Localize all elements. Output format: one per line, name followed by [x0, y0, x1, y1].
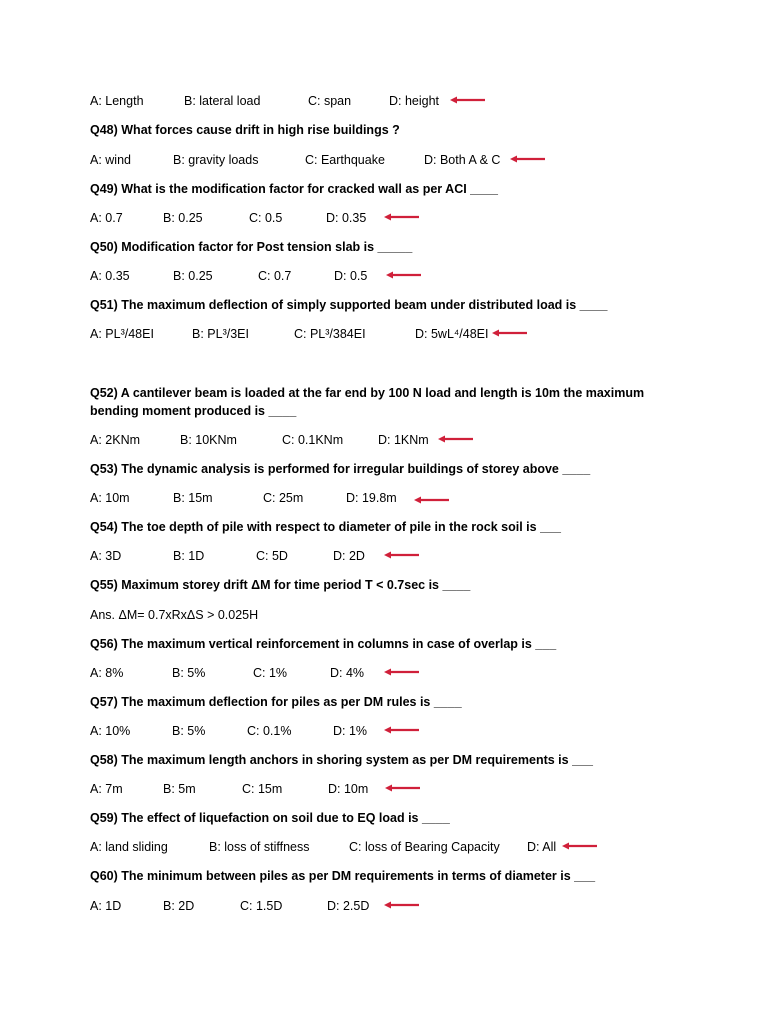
option-c: C: 5D	[256, 549, 288, 563]
option-d: D: 0.35	[326, 211, 367, 225]
option-d: D: All	[527, 840, 557, 854]
option-b: B: PL³/3EI	[192, 327, 249, 341]
option-d: D: 19.8m	[346, 491, 397, 505]
question-53: Q53) The dynamic analysis is performed for irregular buildings of storey above ____	[90, 462, 591, 476]
option-c: C: 25m	[263, 491, 304, 505]
option-a: A: 8%	[90, 666, 124, 680]
question-54: Q54) The toe depth of pile with respect to diameter of pile in the rock soil is ___	[90, 520, 561, 534]
question-57: Q57) The maximum deflection for piles as per DM rules is ____	[90, 695, 462, 709]
option-d: D: 1%	[333, 724, 368, 738]
question-48: Q48) What forces cause drift in high rise buildings ?	[90, 123, 400, 137]
option-a: A: 0.7	[90, 211, 123, 225]
option-b: B: 2D	[163, 899, 195, 913]
option-c: C: span	[308, 94, 352, 108]
option-c: C: 15m	[242, 782, 283, 796]
option-b: B: 0.25	[163, 211, 203, 225]
option-a: A: 2KNm	[90, 433, 141, 447]
option-c: C: 0.5	[249, 211, 283, 225]
left-arrow-icon	[510, 155, 546, 163]
left-arrow-icon	[492, 329, 528, 337]
question-52: Q52) A cantilever beam is loaded at the far end by 100 N load and length is 10m the maximum	[90, 386, 645, 400]
question-55: Q55) Maximum storey drift ΔM for time period T < 0.7sec is ____	[90, 578, 471, 592]
option-d: D: Both A & C	[424, 153, 501, 167]
option-d: D: 5wL⁴/48EI	[415, 327, 489, 341]
option-b: B: 5m	[163, 782, 196, 796]
option-a: A: Length	[90, 94, 144, 108]
option-c: C: 0.1%	[247, 724, 292, 738]
option-b: B: 5%	[172, 724, 206, 738]
option-a: A: land sliding	[90, 840, 168, 854]
option-a: A: wind	[90, 153, 131, 167]
option-a: A: 3D	[90, 549, 122, 563]
option-c: C: 1%	[253, 666, 288, 680]
option-a: A: 7m	[90, 782, 123, 796]
option-c: C: PL³/384EI	[294, 327, 366, 341]
option-c: C: Earthquake	[305, 153, 385, 167]
question-51: Q51) The maximum deflection of simply supported beam under distributed load is ____	[90, 298, 608, 312]
option-d: D: 10m	[328, 782, 369, 796]
option-d: D: 4%	[330, 666, 365, 680]
option-a: A: PL³/48EI	[90, 327, 154, 341]
option-b: B: 1D	[173, 549, 205, 563]
question-59: Q59) The effect of liquefaction on soil due to EQ load is ____	[90, 811, 450, 825]
left-arrow-icon	[384, 726, 420, 734]
option-c: C: 0.7	[258, 269, 292, 283]
option-c: C: 0.1KNm	[282, 433, 344, 447]
question-49: Q49) What is the modification factor for cracked wall as per ACI ____	[90, 182, 498, 196]
option-a: A: 10m	[90, 491, 130, 505]
option-b: B: 0.25	[173, 269, 213, 283]
option-b: B: 15m	[173, 491, 213, 505]
option-b: B: 10KNm	[180, 433, 237, 447]
left-arrow-icon	[384, 901, 420, 909]
question-50: Q50) Modification factor for Post tension slab is _____	[90, 240, 413, 254]
option-d: D: 2D	[333, 549, 365, 563]
left-arrow-icon	[384, 551, 420, 559]
option-b: B: lateral load	[184, 94, 261, 108]
option-b: B: loss of stiffness	[209, 840, 310, 854]
option-c: C: 1.5D	[240, 899, 283, 913]
option-a: A: 10%	[90, 724, 131, 738]
left-arrow-icon	[450, 96, 486, 104]
option-d: D: 1KNm	[378, 433, 429, 447]
question-52-cont: bending moment produced is ____	[90, 404, 297, 418]
question-60: Q60) The minimum between piles as per DM requirements in terms of diameter is ___	[90, 869, 596, 883]
option-c: C: loss of Bearing Capacity	[349, 840, 500, 854]
left-arrow-icon	[384, 213, 420, 221]
left-arrow-icon	[414, 496, 450, 504]
left-arrow-icon	[438, 435, 474, 443]
option-b: B: gravity loads	[173, 153, 259, 167]
left-arrow-icon	[386, 271, 422, 279]
question-56: Q56) The maximum vertical reinforcement in columns in case of overlap is ___	[90, 637, 557, 651]
option-d: D: 0.5	[334, 269, 368, 283]
option-b: B: 5%	[172, 666, 206, 680]
option-a: A: 0.35	[90, 269, 130, 283]
answer-55: Ans. ΔM= 0.7xRxΔS > 0.025H	[90, 608, 259, 622]
question-58: Q58) The maximum length anchors in shoring system as per DM requirements is ___	[90, 753, 593, 767]
option-d: D: height	[389, 94, 440, 108]
left-arrow-icon	[384, 668, 420, 676]
left-arrow-icon	[385, 784, 421, 792]
option-d: D: 2.5D	[327, 899, 370, 913]
left-arrow-icon	[562, 842, 598, 850]
option-a: A: 1D	[90, 899, 122, 913]
